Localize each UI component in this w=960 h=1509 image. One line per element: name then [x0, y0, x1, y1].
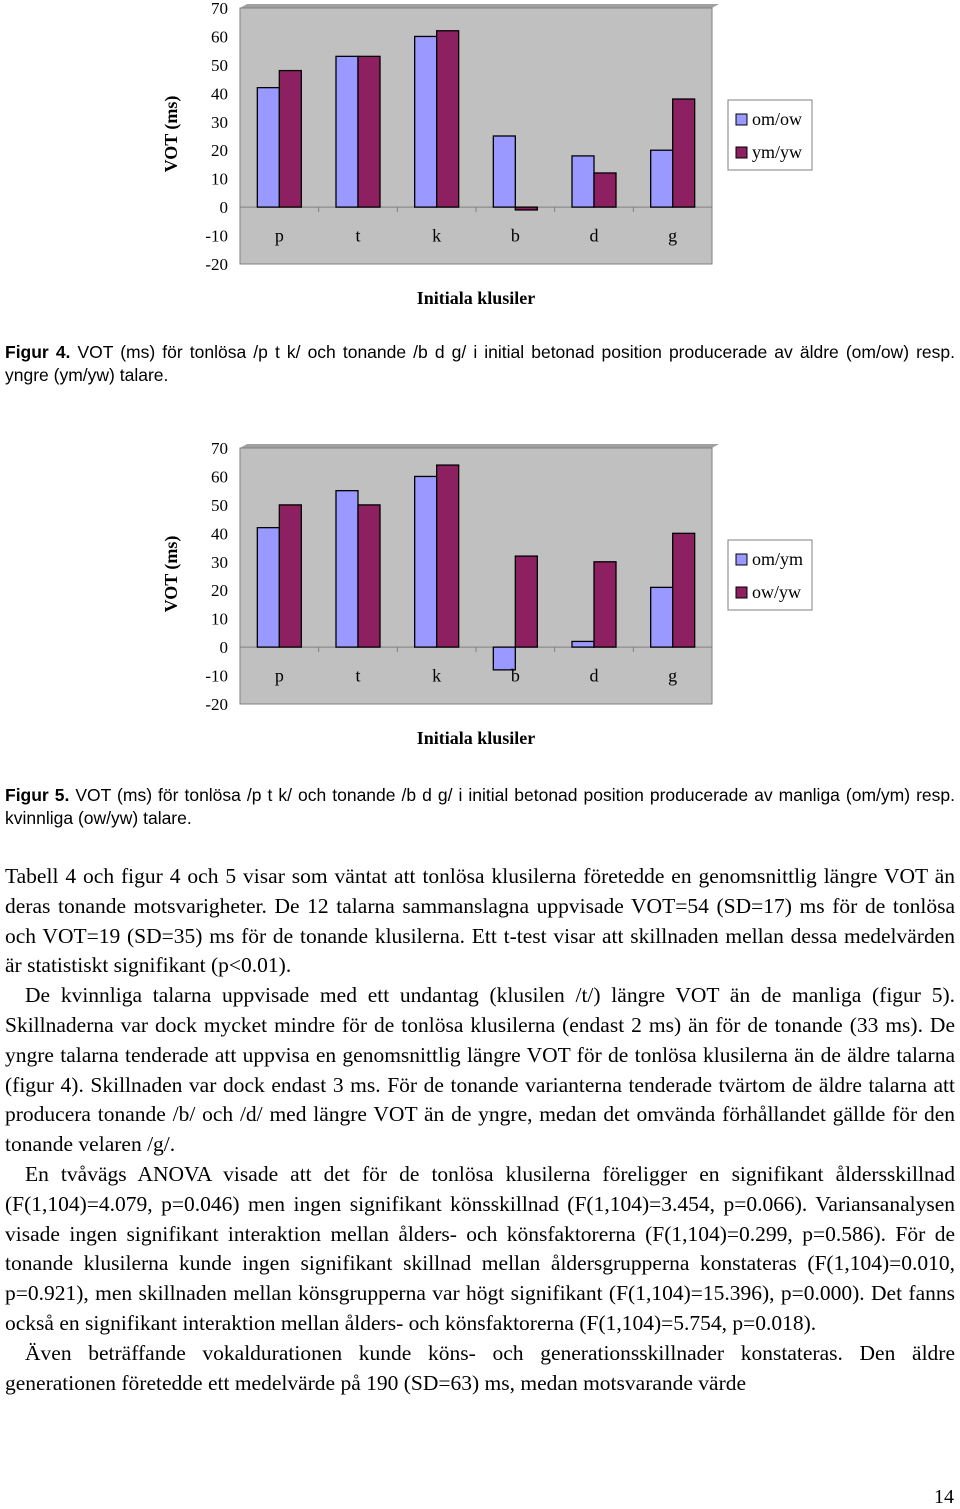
bar-g-om-ow	[651, 150, 673, 207]
x-tick-label: p	[274, 225, 284, 246]
x-tick-label: k	[432, 665, 442, 686]
bar-d-om-ym	[572, 641, 594, 647]
bar-g-ow-yw	[673, 533, 695, 647]
legend-label: om/ow	[752, 109, 803, 129]
y-axis-label: VOT (ms)	[161, 95, 181, 173]
y-tick-label: -20	[205, 695, 228, 714]
bar-t-ow-yw	[358, 505, 380, 647]
figure-4-caption	[5, 341, 955, 387]
y-axis-label: VOT (ms)	[161, 535, 181, 613]
x-tick-label: b	[510, 665, 520, 686]
bar-t-ym-yw	[358, 56, 380, 207]
x-axis-label: Initiala klusiler	[416, 728, 536, 748]
paragraph-3: En tvåvägs ANOVA visade att det för de tonlösa klusilerna föreligger en signifikant åldersskillnad (F(1,104)=4.079, p=0.046) men ingen signifikant könsskillnad (F(1,104)=3.454, p=0.066). Variansanalysen visade ingen signifikant interaktion mellan ålders- och könsfaktorerna (F(1,104)=0.299, p=0.586). För de tonande klusilerna kunde ingen signifikant skillnad mellan åldersgrupperna konstateras (F(1,104)=0.010, p=0.921), men skillnaden mellan könsgrupperna var högt signifikant (F(1,104)=15.396), p=0.000). Det fanns också en signifikant interaktion mellan ålders- och könsfaktorerna (F(1,104)=5.754, p=0.018).	[5, 1161, 955, 1335]
paragraph-1: Tabell 4 och figur 4 och 5 visar som väntat att tonlösa klusilerna företedde en genomsnittlig längre VOT än deras tonande motsvarigheter. De 12 talarna sammanslagna uppvisade VOT=54 (SD=17) ms för de tonlösa och VOT=19 (SD=35) ms för de tonande klusilerna. Ett t-test visar att skillnaden mellan dessa medelvärden är statistiskt signifikant (p<0.01).	[5, 864, 955, 978]
plot-area-depth	[240, 4, 719, 8]
y-tick-label: 20	[211, 141, 228, 161]
x-tick-label: d	[589, 665, 599, 686]
y-tick-label: 0	[219, 198, 228, 218]
y-tick-label: 10	[211, 169, 228, 189]
legend-swatch	[736, 147, 747, 158]
y-tick-label: 70	[211, 0, 228, 18]
bar-d-om-ow	[572, 156, 594, 207]
y-tick-label: 50	[211, 495, 228, 515]
figure-4-svg	[0, 0, 960, 320]
paragraph-4: Även beträffande vokaldurationen kunde köns- och generationsskillnader konstateras. Den äldre generationen företedde ett medelvärde på 190 (SD=63) ms, medan motsvarande värde	[5, 1340, 955, 1395]
x-tick-label: k	[432, 225, 442, 246]
plot-area-depth	[240, 444, 719, 448]
x-tick-label: g	[668, 225, 678, 246]
legend-label: om/ym	[752, 549, 804, 569]
bar-b-ow-yw	[515, 556, 537, 647]
y-tick-label: 40	[211, 84, 228, 104]
bar-p-om-ow	[257, 88, 279, 207]
y-tick-label: 10	[211, 609, 228, 629]
bar-g-ym-yw	[673, 99, 695, 207]
x-tick-label: t	[355, 225, 361, 246]
figure-5-svg	[0, 440, 960, 760]
y-tick-label: 0	[219, 638, 228, 658]
figure-4-chart	[0, 0, 960, 320]
legend-label: ow/yw	[752, 582, 801, 602]
figure-5-caption-text: VOT (ms) för tonlösa /p t k/ och tonande /b d g/ i initial betonad position producerade av manliga (om/ym) resp. kvinnliga (ow/yw) talare.	[5, 785, 955, 828]
y-tick-label: 20	[211, 581, 228, 601]
bar-d-ow-yw	[594, 562, 616, 647]
bar-t-om-ym	[336, 491, 358, 647]
legend-swatch	[736, 554, 747, 565]
y-tick-label: 60	[211, 467, 228, 487]
x-tick-label: b	[510, 225, 520, 246]
y-tick-label: -10	[205, 666, 228, 686]
bar-k-om-ow	[415, 36, 437, 207]
x-tick-label: d	[589, 225, 599, 246]
y-tick-label: 30	[211, 112, 228, 132]
plot-area	[240, 448, 712, 704]
bar-g-om-ym	[651, 587, 673, 647]
y-tick-label: 70	[211, 440, 228, 458]
plot-area	[240, 8, 712, 264]
bar-k-ow-yw	[437, 465, 459, 647]
page-number: 14	[934, 1486, 954, 1508]
bar-b-om-ow	[493, 136, 515, 207]
figure-5-chart	[0, 440, 960, 760]
y-tick-label: 40	[211, 524, 228, 544]
bar-p-ow-yw	[279, 505, 301, 647]
figure-4-caption-label: Figur 4.	[5, 342, 71, 362]
bar-k-ym-yw	[437, 31, 459, 207]
figure-4-caption-text: VOT (ms) för tonlösa /p t k/ och tonande /b d g/ i initial betonad position producerade av äldre (om/ow) resp. yngre (ym/yw) talare.	[5, 342, 955, 385]
bar-d-ym-yw	[594, 173, 616, 207]
legend-swatch	[736, 587, 747, 598]
x-tick-label: p	[274, 665, 284, 686]
x-tick-label: t	[355, 665, 361, 686]
bar-b-ym-yw	[515, 207, 537, 210]
figure-5-caption-label: Figur 5.	[5, 785, 70, 805]
bar-p-ym-yw	[279, 71, 301, 208]
bar-p-om-ym	[257, 528, 279, 647]
y-tick-label: -10	[205, 226, 228, 246]
y-tick-label: 30	[211, 552, 228, 572]
bar-t-om-ow	[336, 56, 358, 207]
legend-swatch	[736, 114, 747, 125]
y-tick-label: 50	[211, 55, 228, 75]
body-text	[5, 862, 955, 1398]
x-tick-label: g	[668, 665, 678, 686]
x-axis-label: Initiala klusiler	[416, 288, 536, 308]
legend-label: ym/yw	[752, 142, 803, 162]
y-tick-label: 60	[211, 27, 228, 47]
paragraph-2: De kvinnliga talarna uppvisade med ett undantag (klusilen /t/) längre VOT än de manliga (figur 5). Skillnaderna var dock mycket mindre för de tonlösa klusilerna (endast 2 ms) än för de tonande (33 ms). De yngre talarna tenderade att uppvisa en genomsnittlig längre VOT för de tonlösa klusilerna än de äldre talarna (figur 4). Skillnaden var dock endast 3 ms. För de tonande varianterna tenderade tvärtom de äldre talarna att producera tonande /b/ och /d/ med längre VOT än de yngre, medan det omvända förhållandet gällde för den tonande velaren /g/.	[5, 983, 955, 1157]
y-tick-label: -20	[205, 255, 228, 274]
bar-k-om-ym	[415, 476, 437, 647]
figure-5-caption	[5, 784, 955, 830]
